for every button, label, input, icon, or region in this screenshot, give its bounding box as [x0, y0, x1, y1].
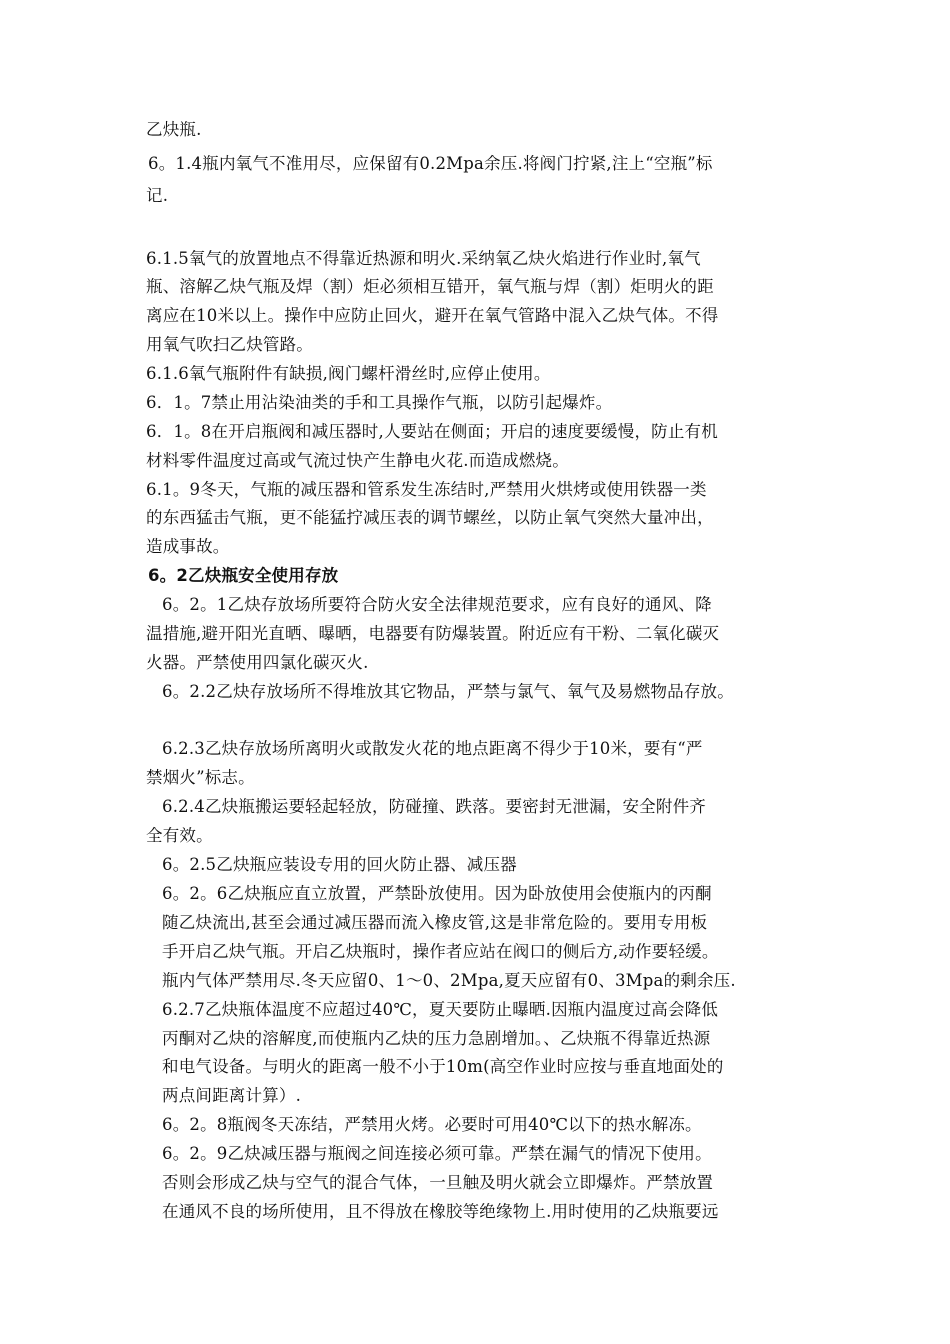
text-line: 的东西猛击气瓶，更不能猛拧减压表的调节螺丝，以防止氧气突然大量冲出， — [146, 508, 714, 527]
text-line: 6.1。9冬天，气瓶的减压器和管系发生冻结时,严禁用火烘烤或使用铁器一类 — [146, 480, 707, 499]
text-line: 6。2。6乙炔瓶应直立放置，严禁卧放使用。因为卧放使用会使瓶内的丙酮 — [162, 884, 712, 903]
text-line: 和电气设备。与明火的距离一般不小于10m(高空作业时应按与垂直地面处的 — [162, 1057, 724, 1076]
text-line: 记. — [146, 186, 169, 205]
text-line: 6.1.6氧气瓶附件有缺损,阀门螺杆滑丝时,应停止使用。 — [146, 364, 551, 383]
text-line: 6.1.5氧气的放置地点不得靠近热源和明火.采纳氧乙炔火焰进行作业时,氧气 — [146, 249, 701, 268]
text-line: 6。2。8瓶阀冬天冻结，严禁用火烤。必要时可用40℃以下的热水解冻。 — [162, 1115, 702, 1134]
text-line: 否则会形成乙炔与空气的混合气体，一旦触及明火就会立即爆炸。严禁放置 — [162, 1173, 714, 1192]
text-line: 全有效。 — [146, 826, 213, 845]
text-line: 用氧气吹扫乙炔管路。 — [146, 335, 313, 354]
text-line: 两点间距离计算）. — [162, 1086, 302, 1105]
text-line: 瓶内气体严禁用尽.冬天应留0、1～0、2Mpa,夏天应留有0、3Mpa的剩余压. — [162, 971, 736, 990]
text-line: 6。2。9乙炔减压器与瓶阀之间连接必须可靠。严禁在漏气的情况下使用。 — [162, 1144, 712, 1163]
text-line: 造成事故。 — [146, 537, 230, 556]
section-heading: 6。2乙炔瓶安全使用存放 — [148, 566, 339, 585]
text-line: 禁烟火”标志。 — [146, 768, 255, 787]
text-line: 丙酮对乙炔的溶解度,而使瓶内乙炔的压力急剧增加。、乙炔瓶不得靠近热源 — [162, 1029, 711, 1048]
text-line: 6．1。7禁止用沾染油类的手和工具操作气瓶，以防引起爆炸。 — [146, 393, 613, 412]
text-line: 材料零件温度过高或气流过快产生静电火花.而造成燃烧。 — [146, 451, 569, 470]
text-line: 6.2.7乙炔瓶体温度不应超过40℃，夏天要防止曝晒.因瓶内温度过高会降低 — [162, 1000, 719, 1019]
text-line: 6.2.4乙炔瓶搬运要轻起轻放，防碰撞、跌落。要密封无泄漏，安全附件齐 — [162, 797, 706, 816]
text-line: 6。1.4瓶内氧气不准用尽，应保留有0.2Mpa余压.将阀门拧紧,注上“空瓶”标 — [148, 154, 713, 173]
text-line: 随乙炔流出,甚至会通过减压器而流入橡皮管,这是非常危险的。要用专用板 — [162, 913, 708, 932]
text-line: 6。2。1乙炔存放场所要符合防火安全法律规范要求，应有良好的通风、降 — [162, 595, 712, 614]
text-line: 火器。严禁使用四氯化碳灭火. — [146, 653, 369, 672]
text-line: 乙炔瓶. — [146, 120, 202, 139]
text-line: 6。2.5乙炔瓶应装设专用的回火防止器、减压器 — [162, 855, 517, 874]
text-line: 手开启乙炔气瓶。开启乙炔瓶时，操作者应站在阀口的侧后方,动作要轻缓。 — [162, 942, 719, 961]
text-line: 离应在10米以上。操作中应防止回火，避开在氧气管路中混入乙炔气体。不得 — [146, 306, 719, 325]
text-line: 在通风不良的场所使用，且不得放在橡胶等绝缘物上.用时使用的乙炔瓶要远 — [162, 1202, 719, 1221]
text-line: 6．1。8在开启瓶阀和减压器时,人要站在侧面；开启的速度要缓慢，防止有机 — [146, 422, 718, 441]
text-line: 6。2.2乙炔存放场所不得堆放其它物品，严禁与氯气、氧气及易燃物品存放。 — [162, 682, 734, 701]
text-line: 瓶、溶解乙炔气瓶及焊（割）炬必须相互错开，氧气瓶与焊（割）炬明火的距 — [146, 277, 714, 296]
text-line: 6.2.3乙炔存放场所离明火或散发火花的地点距离不得少于10米，要有“严 — [162, 739, 703, 758]
text-line: 温措施,避开阳光直晒、曝晒，电器要有防爆装置。附近应有干粉、二氧化碳灭 — [146, 624, 720, 643]
